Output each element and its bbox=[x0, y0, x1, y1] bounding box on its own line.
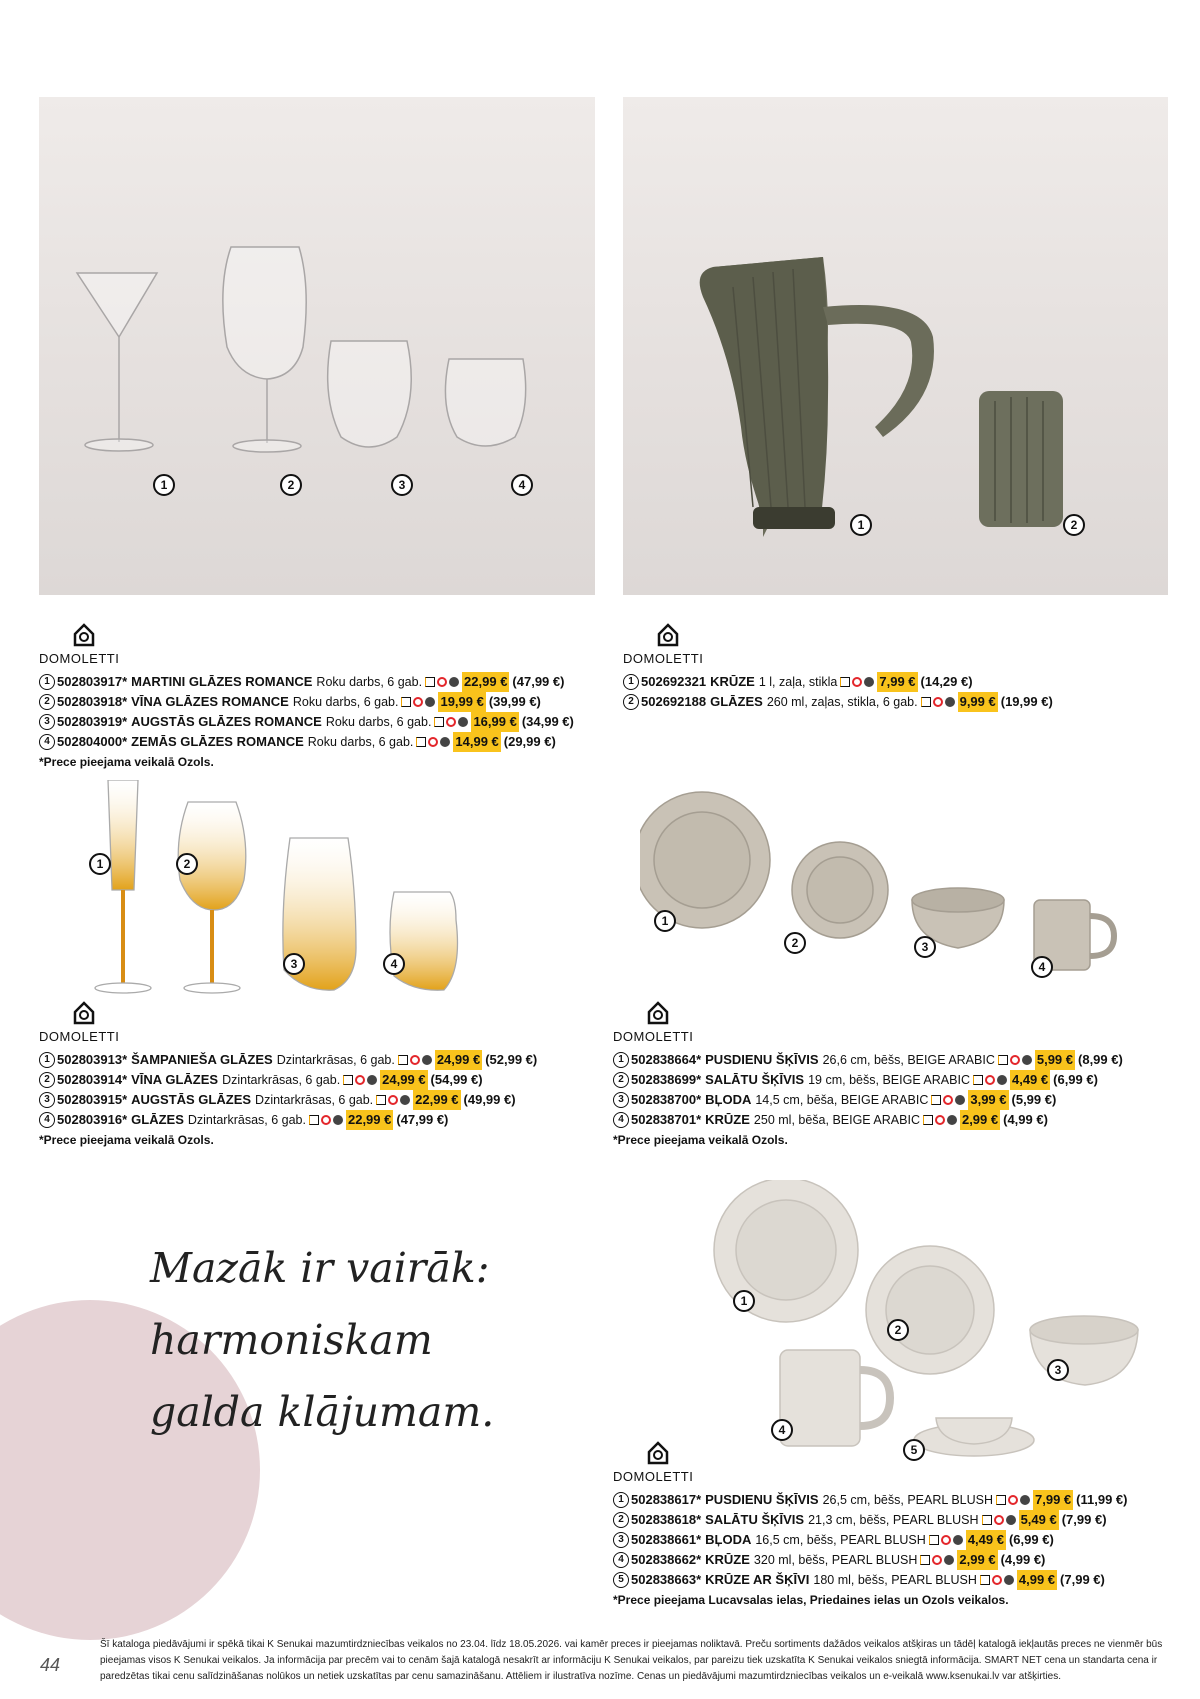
marker-2: 2 bbox=[887, 1319, 909, 1341]
product-row bbox=[623, 672, 1053, 692]
product-price: 4,99 € bbox=[1017, 1570, 1057, 1590]
product-title: GLĀZES bbox=[710, 694, 763, 709]
product-price: 9,99 € bbox=[958, 692, 998, 712]
product-old-price: (6,99 €) bbox=[1053, 1072, 1098, 1087]
product-title: VĪNA GLĀZES ROMANCE bbox=[131, 694, 289, 709]
product-sku: 502803917* bbox=[57, 674, 128, 689]
product-list-pearl-blush bbox=[613, 1490, 1128, 1610]
slogan bbox=[150, 1232, 494, 1448]
brand-logo-5 bbox=[613, 1440, 693, 1484]
marker-2: 2 bbox=[176, 853, 198, 875]
product-old-price: (7,99 €) bbox=[1060, 1572, 1105, 1587]
product-price: 22,99 € bbox=[413, 1090, 460, 1110]
domoletti-logo-icon bbox=[655, 622, 681, 648]
availability-note: *Prece pieejama veikalā Ozols. bbox=[613, 1133, 788, 1147]
brand-logo-1 bbox=[39, 622, 119, 666]
no-discount-icon bbox=[428, 737, 438, 747]
product-old-price: (29,99 €) bbox=[503, 734, 556, 749]
smart-net-icon bbox=[840, 677, 850, 687]
points-icon bbox=[944, 1555, 954, 1565]
points-icon bbox=[1022, 1055, 1032, 1065]
product-description: 250 ml, bēša, BEIGE ARABIC bbox=[753, 1113, 920, 1127]
product-price: 5,49 € bbox=[1019, 1510, 1059, 1530]
pearl-blush-illustration bbox=[710, 1180, 1150, 1460]
product-title: GLĀZES bbox=[131, 1112, 184, 1127]
product-old-price: (6,99 €) bbox=[1008, 1532, 1054, 1547]
marker-1: 1 bbox=[89, 853, 111, 875]
domoletti-logo-icon bbox=[71, 622, 97, 648]
product-price: 3,99 € bbox=[968, 1090, 1008, 1110]
product-row bbox=[613, 1550, 1128, 1570]
product-old-price: (47,99 €) bbox=[512, 674, 565, 689]
slogan-line-3: galda klājumam. bbox=[150, 1388, 495, 1436]
brand-name: DOMOLETTI bbox=[613, 1029, 694, 1044]
marker-1: 1 bbox=[153, 474, 175, 496]
product-sku: 502803918* bbox=[57, 694, 128, 709]
item-number: 2 bbox=[39, 1072, 55, 1088]
no-discount-icon bbox=[994, 1515, 1004, 1525]
marker-4: 4 bbox=[383, 953, 405, 975]
product-title: KRŪZE bbox=[705, 1552, 750, 1567]
product-row bbox=[613, 1090, 1123, 1110]
smart-net-icon bbox=[998, 1055, 1008, 1065]
no-discount-icon bbox=[935, 1115, 945, 1125]
product-price: 2,99 € bbox=[960, 1110, 1000, 1130]
no-discount-icon bbox=[941, 1535, 951, 1545]
product-price: 19,99 € bbox=[438, 692, 485, 712]
product-description: 180 ml, bēšs, PEARL BLUSH bbox=[813, 1573, 977, 1587]
price-icons bbox=[923, 1115, 957, 1125]
no-discount-icon bbox=[321, 1115, 331, 1125]
product-row bbox=[613, 1570, 1128, 1590]
product-old-price: (4,99 €) bbox=[1000, 1552, 1046, 1567]
product-old-price: (34,99 €) bbox=[521, 714, 574, 729]
product-row bbox=[39, 732, 574, 752]
price-icons bbox=[343, 1075, 377, 1085]
price-icons bbox=[929, 1535, 963, 1545]
product-sku: 502838699* bbox=[631, 1072, 702, 1087]
product-description: 1 l, zaļa, stikla bbox=[758, 675, 838, 689]
smart-net-icon bbox=[434, 717, 444, 727]
smart-net-icon bbox=[980, 1575, 990, 1585]
product-row bbox=[613, 1510, 1128, 1530]
product-price: 5,99 € bbox=[1035, 1050, 1075, 1070]
product-description: Dzintarkrāsas, 6 gab. bbox=[222, 1073, 341, 1087]
product-old-price: (7,99 €) bbox=[1061, 1512, 1107, 1527]
marker-3: 3 bbox=[1047, 1359, 1069, 1381]
item-number: 2 bbox=[613, 1072, 629, 1088]
product-title: PUSDIENU ŠĶĪVIS bbox=[705, 1052, 819, 1067]
product-sku: 502692188 bbox=[641, 694, 707, 709]
brand-name: DOMOLETTI bbox=[623, 651, 704, 666]
availability-note: *Prece pieejama veikalā Ozols. bbox=[39, 1133, 214, 1147]
price-icons bbox=[920, 1555, 954, 1565]
points-icon bbox=[1006, 1515, 1016, 1525]
product-description: 19 cm, bēšs, BEIGE ARABIC bbox=[808, 1073, 970, 1087]
product-title: ŠAMPANIEŠA GLĀZES bbox=[131, 1052, 273, 1067]
smart-net-icon bbox=[923, 1115, 933, 1125]
price-icons bbox=[973, 1075, 1007, 1085]
product-sku: 502838617* bbox=[631, 1492, 702, 1507]
product-description: 260 ml, zaļas, stikla, 6 gab. bbox=[766, 695, 918, 709]
points-icon bbox=[333, 1115, 343, 1125]
price-icons bbox=[398, 1055, 432, 1065]
product-sku: 502838700* bbox=[631, 1092, 702, 1107]
product-title: MARTINI GLĀZES ROMANCE bbox=[131, 674, 313, 689]
photo-amber-glasses bbox=[84, 780, 464, 1002]
marker-4: 4 bbox=[771, 1419, 793, 1441]
brand-name: DOMOLETTI bbox=[39, 1029, 120, 1044]
slogan-line-1: Mazāk ir vairāk: bbox=[150, 1244, 490, 1292]
smart-net-icon bbox=[931, 1095, 941, 1105]
product-old-price: (39,99 €) bbox=[488, 694, 541, 709]
price-icons bbox=[998, 1055, 1032, 1065]
smart-net-icon bbox=[996, 1495, 1006, 1505]
item-number: 4 bbox=[613, 1112, 629, 1128]
product-list-pitcher bbox=[623, 672, 1053, 712]
beige-arabic-illustration bbox=[640, 790, 1130, 980]
photo-romance-glasses bbox=[39, 97, 595, 595]
product-price: 7,99 € bbox=[877, 672, 917, 692]
no-discount-icon bbox=[388, 1095, 398, 1105]
product-title: ZEMĀS GLĀZES ROMANCE bbox=[131, 734, 304, 749]
item-number: 2 bbox=[613, 1512, 629, 1528]
item-number: 3 bbox=[613, 1092, 629, 1108]
points-icon bbox=[425, 697, 435, 707]
price-icons bbox=[996, 1495, 1030, 1505]
product-row bbox=[39, 1070, 537, 1090]
product-sku: 502838663* bbox=[631, 1572, 702, 1587]
photo-beige-arabic bbox=[640, 790, 1130, 980]
product-old-price: (4,99 €) bbox=[1003, 1112, 1048, 1127]
product-old-price: (47,99 €) bbox=[396, 1112, 449, 1127]
points-icon bbox=[400, 1095, 410, 1105]
product-sku: 502838661* bbox=[631, 1532, 702, 1547]
page-number: 44 bbox=[40, 1655, 61, 1675]
smart-net-icon bbox=[929, 1535, 939, 1545]
points-icon bbox=[449, 677, 459, 687]
photo-green-pitcher bbox=[623, 97, 1168, 595]
product-price: 4,49 € bbox=[966, 1530, 1006, 1550]
product-price: 7,99 € bbox=[1033, 1490, 1073, 1510]
product-row bbox=[613, 1050, 1123, 1070]
product-price: 22,99 € bbox=[346, 1110, 393, 1130]
price-icons bbox=[309, 1115, 343, 1125]
item-number: 1 bbox=[613, 1492, 629, 1508]
product-description: Dzintarkrāsas, 6 gab. bbox=[276, 1053, 395, 1067]
no-discount-icon bbox=[446, 717, 456, 727]
product-price: 2,99 € bbox=[957, 1550, 997, 1570]
marker-2: 2 bbox=[1063, 514, 1085, 536]
product-title: AUGSTĀS GLĀZES ROMANCE bbox=[131, 714, 322, 729]
product-description: 26,5 cm, bēšs, PEARL BLUSH bbox=[822, 1493, 994, 1507]
product-sku: 502803916* bbox=[57, 1112, 128, 1127]
product-list-romance bbox=[39, 672, 574, 772]
no-discount-icon bbox=[933, 697, 943, 707]
points-icon bbox=[997, 1075, 1007, 1085]
product-title: SALĀTU ŠĶĪVIS bbox=[705, 1072, 805, 1087]
marker-2: 2 bbox=[280, 474, 302, 496]
product-price: 14,99 € bbox=[453, 732, 500, 752]
marker-4: 4 bbox=[1031, 956, 1053, 978]
item-number: 2 bbox=[623, 694, 639, 710]
product-list-amber bbox=[39, 1050, 537, 1150]
smart-net-icon bbox=[309, 1115, 319, 1125]
product-description: 26,6 cm, bēšs, BEIGE ARABIC bbox=[822, 1053, 995, 1067]
price-icons bbox=[425, 677, 459, 687]
smart-net-icon bbox=[921, 697, 931, 707]
product-title: BĻODA bbox=[705, 1092, 752, 1107]
no-discount-icon bbox=[992, 1575, 1002, 1585]
brand-logo-3 bbox=[39, 1000, 119, 1044]
price-icons bbox=[416, 737, 450, 747]
smart-net-icon bbox=[376, 1095, 386, 1105]
no-discount-icon bbox=[355, 1075, 365, 1085]
points-icon bbox=[955, 1095, 965, 1105]
marker-2: 2 bbox=[784, 932, 806, 954]
product-price: 22,99 € bbox=[462, 672, 509, 692]
product-old-price: (8,99 €) bbox=[1078, 1052, 1123, 1067]
item-number: 4 bbox=[39, 1112, 55, 1128]
product-title: VĪNA GLĀZES bbox=[131, 1072, 219, 1087]
product-row bbox=[39, 1110, 537, 1130]
product-description: Roku darbs, 6 gab. bbox=[316, 675, 423, 689]
domoletti-logo-icon bbox=[71, 1000, 97, 1026]
product-old-price: (49,99 €) bbox=[463, 1092, 516, 1107]
price-icons bbox=[921, 697, 955, 707]
photo-pearl-blush bbox=[710, 1180, 1150, 1460]
product-sku: 502838701* bbox=[631, 1112, 702, 1127]
product-old-price: (11,99 €) bbox=[1076, 1492, 1128, 1507]
brand-logo-4 bbox=[613, 1000, 693, 1044]
no-discount-icon bbox=[413, 697, 423, 707]
points-icon bbox=[1004, 1575, 1014, 1585]
product-description: Roku darbs, 6 gab. bbox=[325, 715, 432, 729]
footer-disclaimer: Šī kataloga piedāvājumi ir spēkā tikai K Senukai mazumtirdzniecības veikalos no 23.04. līdz 18.05.2026. vai kamēr preces ir pieejamas noliktavā. Preču sortiments dažādos veikalos atšķiras un tādēļ katalogā iekļautās preces ne vienmēr būs pieejamas visos K Senukai veikalos. Ja informācija par precēm vai to cenām šajā katalogā nesakrīt ar informāciju K Senukai veikalos, par pareizu tiek uzskatīta K Senukai veikalos sniegtā informācija. SMART NET cena un standarta cena ir paredzētas tikai cenu salīdzināšanas nolūkos un netiek uzskatītas par cenu samazināšanu. Attēliem ir ilustratīva nozīme. Cenas un piedāvājumi mazumtirdzniecības veikalos un e-veikalā www.ksenukai.lv var atšķirties. bbox=[100, 1639, 1163, 1682]
smart-net-icon bbox=[416, 737, 426, 747]
smart-net-icon bbox=[920, 1555, 930, 1565]
smart-net-icon bbox=[982, 1515, 992, 1525]
item-number: 2 bbox=[39, 694, 55, 710]
product-old-price: (14,29 €) bbox=[920, 674, 973, 689]
price-icons bbox=[840, 677, 874, 687]
product-title: KRŪZE bbox=[710, 674, 755, 689]
product-title: BĻODA bbox=[705, 1532, 752, 1547]
no-discount-icon bbox=[437, 677, 447, 687]
product-list-beige-arabic bbox=[613, 1050, 1123, 1150]
brand-logo-2 bbox=[623, 622, 703, 666]
product-price: 24,99 € bbox=[380, 1070, 427, 1090]
product-title: KRŪZE bbox=[705, 1112, 750, 1127]
price-icons bbox=[376, 1095, 410, 1105]
product-row bbox=[39, 712, 574, 732]
item-number: 3 bbox=[613, 1532, 629, 1548]
price-icons bbox=[980, 1575, 1014, 1585]
domoletti-logo-icon bbox=[645, 1440, 671, 1466]
smart-net-icon bbox=[401, 697, 411, 707]
marker-3: 3 bbox=[914, 936, 936, 958]
smart-net-icon bbox=[343, 1075, 353, 1085]
product-price: 16,99 € bbox=[471, 712, 518, 732]
product-description: 320 ml, bēšs, PEARL BLUSH bbox=[753, 1553, 918, 1567]
marker-1: 1 bbox=[850, 514, 872, 536]
product-description: Dzintarkrāsas, 6 gab. bbox=[187, 1113, 306, 1127]
product-description: 14,5 cm, bēša, BEIGE ARABIC bbox=[755, 1093, 929, 1107]
product-price: 4,49 € bbox=[1010, 1070, 1050, 1090]
marker-3: 3 bbox=[283, 953, 305, 975]
product-sku: 502803915* bbox=[57, 1092, 128, 1107]
product-row bbox=[39, 692, 574, 712]
product-description: 16,5 cm, bēšs, PEARL BLUSH bbox=[755, 1533, 926, 1547]
product-row bbox=[39, 1050, 537, 1070]
no-discount-icon bbox=[932, 1555, 942, 1565]
product-sku: 502803914* bbox=[57, 1072, 128, 1087]
points-icon bbox=[422, 1055, 432, 1065]
availability-note: *Prece pieejama veikalā Ozols. bbox=[39, 755, 214, 769]
price-icons bbox=[434, 717, 468, 727]
product-row bbox=[623, 692, 1053, 712]
product-row bbox=[613, 1530, 1128, 1550]
item-number: 5 bbox=[613, 1572, 629, 1588]
item-number: 4 bbox=[39, 734, 55, 750]
pitcher-illustration bbox=[623, 97, 1168, 595]
marker-3: 3 bbox=[391, 474, 413, 496]
item-number: 1 bbox=[39, 674, 55, 690]
item-number: 1 bbox=[613, 1052, 629, 1068]
product-old-price: (5,99 €) bbox=[1011, 1092, 1057, 1107]
points-icon bbox=[945, 697, 955, 707]
product-description: Roku darbs, 6 gab. bbox=[292, 695, 399, 709]
smart-net-icon bbox=[398, 1055, 408, 1065]
price-icons bbox=[982, 1515, 1016, 1525]
item-number: 3 bbox=[39, 714, 55, 730]
no-discount-icon bbox=[985, 1075, 995, 1085]
product-description: 21,3 cm, bēšs, PEARL BLUSH bbox=[808, 1513, 979, 1527]
product-row bbox=[613, 1070, 1123, 1090]
product-sku: 502838618* bbox=[631, 1512, 702, 1527]
brand-name: DOMOLETTI bbox=[613, 1469, 694, 1484]
romance-glasses-illustration bbox=[39, 97, 595, 595]
smart-net-icon bbox=[425, 677, 435, 687]
product-title: SALĀTU ŠĶĪVIS bbox=[705, 1512, 805, 1527]
product-title: PUSDIENU ŠĶĪVIS bbox=[705, 1492, 819, 1507]
marker-5: 5 bbox=[903, 1439, 925, 1461]
item-number: 3 bbox=[39, 1092, 55, 1108]
product-description: Roku darbs, 6 gab. bbox=[307, 735, 414, 749]
price-icons bbox=[931, 1095, 965, 1105]
no-discount-icon bbox=[943, 1095, 953, 1105]
points-icon bbox=[953, 1535, 963, 1545]
no-discount-icon bbox=[410, 1055, 420, 1065]
item-number: 1 bbox=[39, 1052, 55, 1068]
product-price: 24,99 € bbox=[435, 1050, 482, 1070]
product-row bbox=[613, 1490, 1128, 1510]
product-title: AUGSTĀS GLĀZES bbox=[131, 1092, 252, 1107]
points-icon bbox=[458, 717, 468, 727]
marker-1: 1 bbox=[654, 910, 676, 932]
product-sku: 502804000* bbox=[57, 734, 128, 749]
product-description: Dzintarkrāsas, 6 gab. bbox=[255, 1093, 374, 1107]
points-icon bbox=[864, 677, 874, 687]
availability-note: *Prece pieejama Lucavsalas ielas, Priedaines ielas un Ozols veikalos. bbox=[613, 1593, 1009, 1607]
product-sku: 502838664* bbox=[631, 1052, 702, 1067]
points-icon bbox=[367, 1075, 377, 1085]
product-old-price: (54,99 €) bbox=[430, 1072, 483, 1087]
smart-net-icon bbox=[973, 1075, 983, 1085]
product-old-price: (19,99 €) bbox=[1000, 694, 1053, 709]
slogan-line-2: harmoniskam bbox=[150, 1316, 433, 1364]
product-row bbox=[39, 672, 574, 692]
brand-name: DOMOLETTI bbox=[39, 651, 120, 666]
product-title: KRŪZE AR ŠĶĪVI bbox=[705, 1572, 810, 1587]
item-number: 1 bbox=[623, 674, 639, 690]
marker-1: 1 bbox=[733, 1290, 755, 1312]
product-sku: 502692321 bbox=[641, 674, 707, 689]
no-discount-icon bbox=[1008, 1495, 1018, 1505]
product-row bbox=[613, 1110, 1123, 1130]
no-discount-icon bbox=[852, 677, 862, 687]
points-icon bbox=[1020, 1495, 1030, 1505]
product-row bbox=[39, 1090, 537, 1110]
item-number: 4 bbox=[613, 1552, 629, 1568]
product-sku: 502803913* bbox=[57, 1052, 128, 1067]
price-icons bbox=[401, 697, 435, 707]
points-icon bbox=[440, 737, 450, 747]
amber-glasses-illustration bbox=[84, 780, 464, 1002]
domoletti-logo-icon bbox=[645, 1000, 671, 1026]
product-sku: 502838662* bbox=[631, 1552, 702, 1567]
product-sku: 502803919* bbox=[57, 714, 128, 729]
marker-4: 4 bbox=[511, 474, 533, 496]
product-old-price: (52,99 €) bbox=[485, 1052, 538, 1067]
points-icon bbox=[947, 1115, 957, 1125]
no-discount-icon bbox=[1010, 1055, 1020, 1065]
